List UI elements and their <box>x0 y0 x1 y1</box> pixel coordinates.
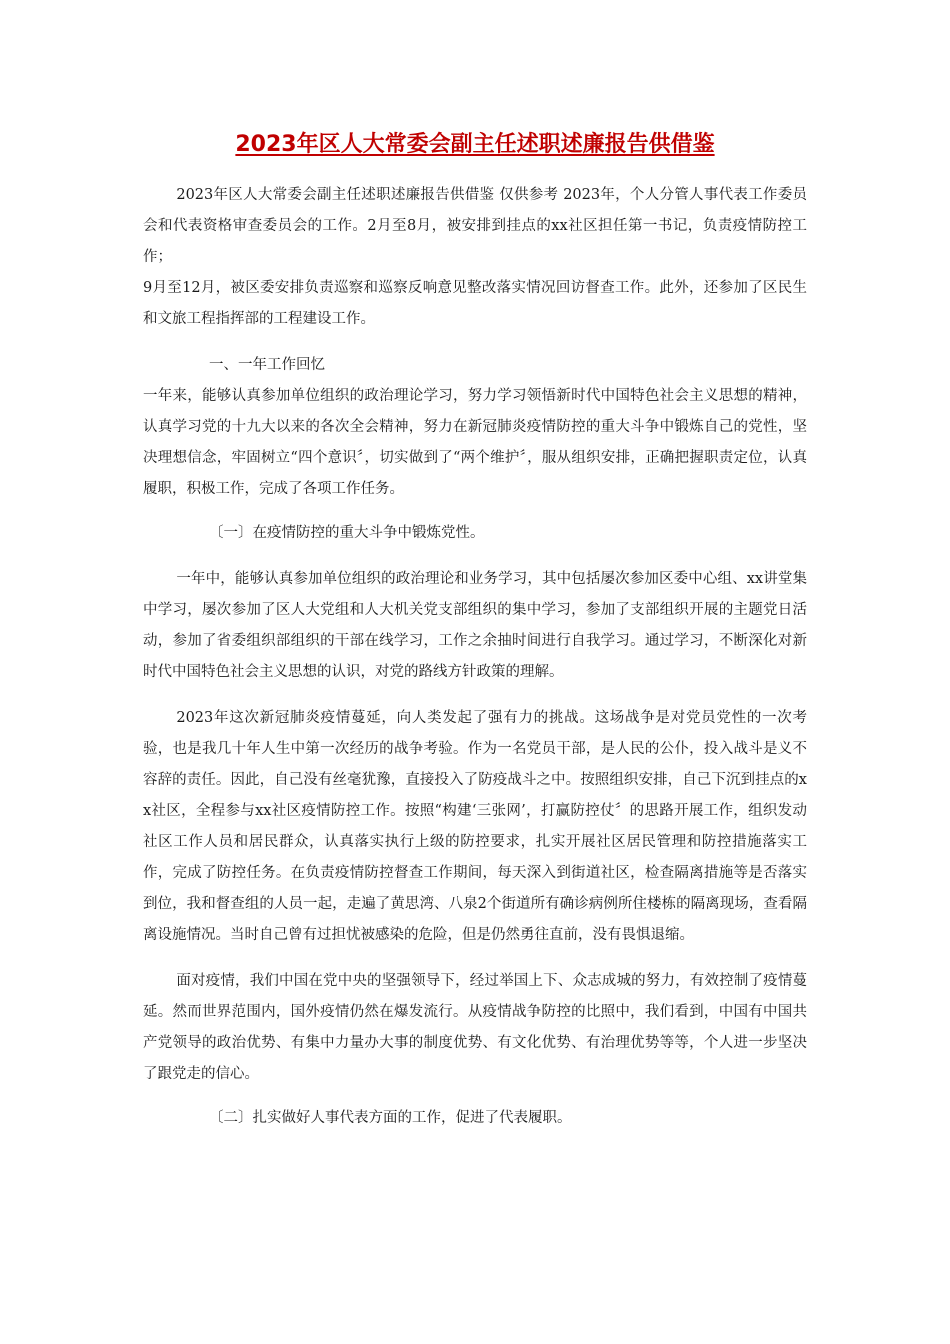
subsection-heading-2: 〔二〕扎实做好人事代表方面的工作，促进了代表履职。 <box>209 1110 572 1126</box>
intro-paragraph: 2023年区人大常委会副主任述职述廉报告供借鉴 仅供参考 2023年，个人分管人事代表工作委员会和代表资格审查委员会的工作。2月至8月，被安排到挂点的xx社区担任第一书记，负责疫情防控工作； <box>143 187 807 265</box>
subsection-1-paragraph-2: 2023年这次新冠肺炎疫情蔓延，向人类发起了强有力的挑战。这场战争是对党员党性的一次考验，也是我几十年人生中第一次经历的战争考验。作为一名党员干部，是人民的公仆，投入战斗是义不容辞的责任。因此，自己没有丝毫犹豫，直接投入了防疫战斗之中。按照组织安排，自己下沉到挂点的xx社区，全程参与xx社区疫情防控工作。按照“构建‘三张网’，打赢防控仗〞的思路开展工作，组织发动社区工作人员和居民群众，认真落实执行上级的防控要求，扎实开展社区居民管理和防控措施落实工作，完成了防控任务。在负责疫情防控督查工作期间，每天深入到街道社区，检查隔离措施等是否落实到位，我和督查组的人员一起，走遍了黄思湾、八泉2个街道所有确诊病例所住楼栋的隔离现场，查看隔离设施情况。当时自己曾有过担忧被感染的危险，但是仍然勇往直前，没有畏惧退缩。 <box>143 710 807 943</box>
subsection-1-paragraph-3: 面对疫情，我们中国在党中央的坚强领导下，经过举国上下、众志成城的努力，有效控制了疫情蔓延。然而世界范围内，国外疫情仍然在爆发流行。从疫情战争防控的比照中，我们看到，中国有中国共产党领导的政治优势、有集中力量办大事的制度优势、有文化优势、有治理优势等等，个人进一步坚决了跟党走的信心。 <box>143 973 807 1082</box>
intro-continuation: 9月至12月，被区委安排负责巡察和巡察反响意见整改落实情况回访督查工作。此外，还参加了区民生和文旅工程指挥部的工程建设工作。 <box>143 280 807 327</box>
section-review-body: 一年来，能够认真参加单位组织的政治理论学习，努力学习领悟新时代中国特色社会主义思想的精神，认真学习党的十九大以来的各次全会精神，努力在新冠肺炎疫情防控的重大斗争中锻炼自己的党性，坚决理想信念，牢固树立“四个意识〞，切实做到了“两个维护〞，服从组织安排，正确把握职责定位，认真履职，积极工作，完成了各项工作任务。 <box>143 388 807 497</box>
document-title: 2023年区人大常委会副主任述职述廉报告供借鉴 <box>235 132 715 157</box>
section-heading-review: 一、一年工作回忆 <box>209 357 325 373</box>
subsection-1-paragraph-1: 一年中，能够认真参加单位组织的政治理论和业务学习，其中包括屡次参加区委中心组、xx讲堂集中学习，屡次参加了区人大党组和人大机关党支部组织的集中学习，参加了支部组织开展的主题党日活动，参加了省委组织部组织的干部在线学习，工作之余抽时间进行自我学习。通过学习，不断深化对新时代中国特色社会主义思想的认识，对党的路线方针政策的理解。 <box>143 571 807 680</box>
document-page <box>143 128 807 1134</box>
subsection-heading-1: 〔一〕在疫情防控的重大斗争中锻炼党性。 <box>209 525 485 541</box>
